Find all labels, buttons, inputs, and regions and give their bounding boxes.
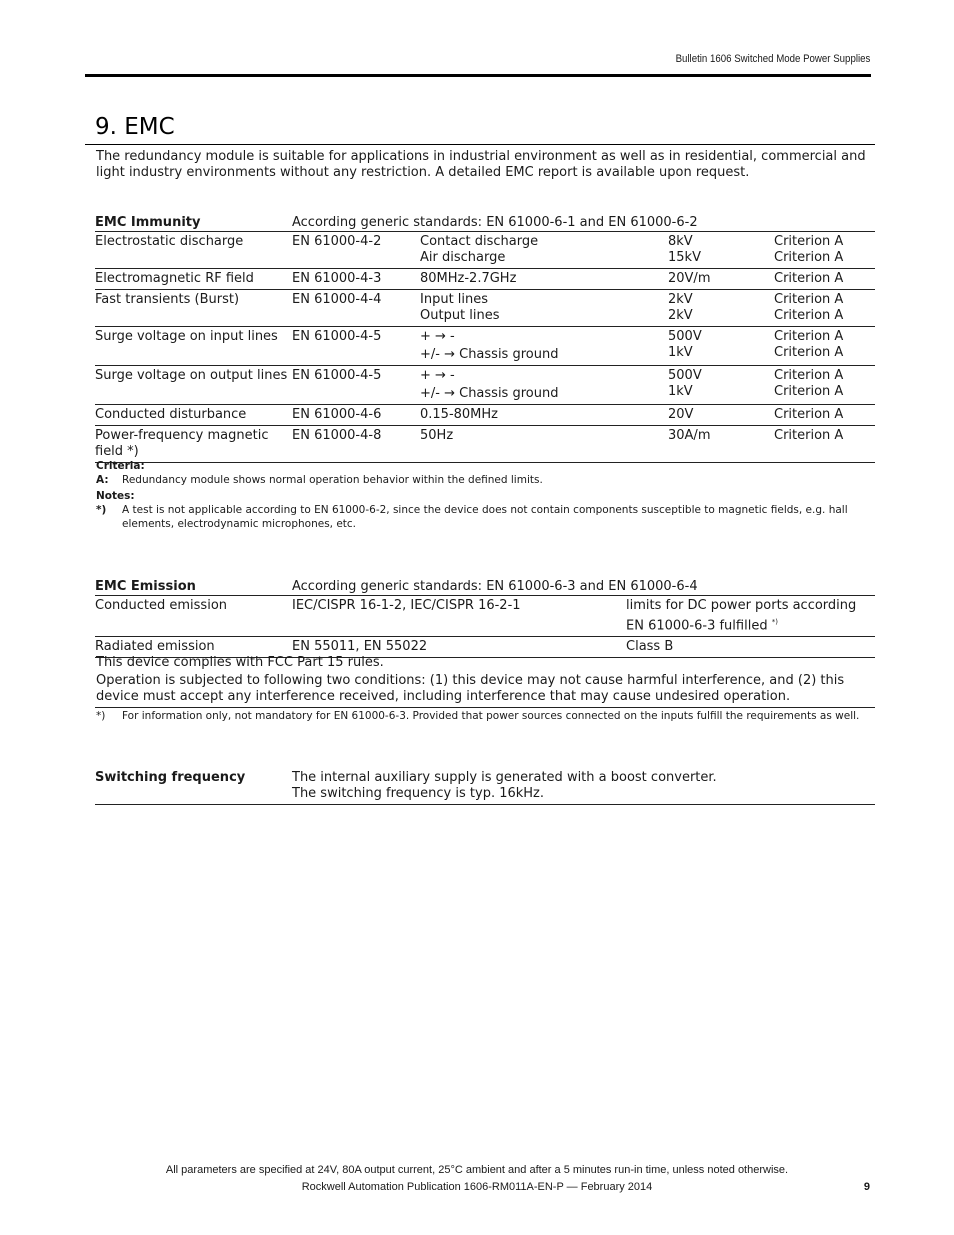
table-row <box>95 426 875 463</box>
row-criterion: Criterion A <box>774 405 875 426</box>
footer-publication: Rockwell Automation Publication 1606-RM011A-EN-P — February 2014 <box>301 1181 653 1193</box>
row-name: Power-frequency magnetic field *) <box>95 426 292 463</box>
row-name: Electrostatic discharge <box>95 232 292 269</box>
table-row <box>95 596 875 637</box>
header-rule <box>85 74 871 77</box>
switching-text: The internal auxiliary supply is generated with a boost converter. The switching frequency is typ. 16kHz. <box>292 770 875 805</box>
intro-paragraph: The redundancy module is suitable for applications in industrial environment as well as in residential, commercial and light industry environments without any restriction. A detailed EMC report is available upon request. <box>96 149 866 180</box>
immunity-title: EMC Immunity <box>95 215 201 230</box>
emission-standards: According generic standards: EN 61000-6-3 and EN 61000-6-4 <box>292 579 698 594</box>
operation-text: Operation is subjected to following two conditions: (1) this device may not cause harmful interference, and (2) this device must accept any interference received, including interference that may cause undesired operation. <box>96 673 845 704</box>
row-criterion: Criterion A Criterion A <box>774 232 875 269</box>
row-name: Radiated emission <box>95 637 292 658</box>
row-criterion: Criterion A <box>774 426 875 463</box>
row-level: 8kV 15kV <box>668 232 774 269</box>
page-number: 9 <box>863 1181 870 1193</box>
note-item: *) A test is not applicable according to EN 61000-6-2, since the device does not contain components susceptible to magnetic fields, e.g. hall elements, electrodynamic microphones, etc. <box>96 504 848 530</box>
row-condition: + → - +/- → Chassis ground <box>420 366 668 405</box>
row-criterion: Criterion A Criterion A <box>774 327 875 366</box>
row-criterion: Criterion A Criterion A <box>774 366 875 405</box>
row-level: 20V <box>668 405 774 426</box>
emc-emission-table <box>95 579 875 658</box>
section-title: 9. EMC <box>95 114 175 140</box>
row-condition: + → - +/- → Chassis ground <box>420 327 668 366</box>
row-name: Surge voltage on input lines <box>95 327 292 366</box>
row-criterion: Criterion A Criterion A <box>774 290 875 327</box>
emission-note: *) For information only, not mandatory for EN 61000-6-3. Provided that power sources connected on the inputs fulfill the requirements as well. <box>96 710 860 722</box>
table-row <box>95 290 875 327</box>
row-condition: 50Hz <box>420 426 668 463</box>
criteria-item: A: Redundancy module shows normal operation behavior within the defined limits. <box>96 474 543 486</box>
switching-frequency-table <box>95 770 875 805</box>
row-level: 500V 1kV <box>668 327 774 366</box>
immunity-standards: According generic standards: EN 61000-6-1 and EN 61000-6-2 <box>292 215 698 230</box>
table-row <box>95 327 875 366</box>
row-condition: 0.15-80MHz <box>420 405 668 426</box>
row-limit: Class B <box>626 637 875 658</box>
row-condition: 80MHz-2.7GHz <box>420 269 668 290</box>
row-condition: Input lines Output lines <box>420 290 668 327</box>
row-standard: EN 61000-4-5 <box>292 366 420 405</box>
emission-rule <box>95 707 875 708</box>
row-limit: limits for DC power ports according EN 61000-6-3 fulfilled *) <box>626 596 875 637</box>
row-standard: EN 61000-4-2 <box>292 232 420 269</box>
row-criterion: Criterion A <box>774 269 875 290</box>
fcc-line: This device complies with FCC Part 15 rules. <box>96 655 384 670</box>
immunity-notes <box>96 459 876 531</box>
row-level: 20V/m <box>668 269 774 290</box>
row-standard: IEC/CISPR 16-1-2, IEC/CISPR 16-2-1 <box>292 596 626 637</box>
table-row <box>95 405 875 426</box>
table-row <box>95 232 875 269</box>
row-name: Conducted emission <box>95 596 292 637</box>
footer-note: All parameters are specified at 24V, 80A output current, 25°C ambient and after a 5 minutes run-in time, unless noted otherwise. <box>165 1164 789 1176</box>
row-level: 500V 1kV <box>668 366 774 405</box>
row-condition: Contact discharge Air discharge <box>420 232 668 269</box>
switching-title: Switching frequency <box>95 770 292 805</box>
row-standard: EN 61000-4-3 <box>292 269 420 290</box>
table-row <box>95 366 875 405</box>
row-standard: EN 61000-4-5 <box>292 327 420 366</box>
table-row <box>95 269 875 290</box>
row-name: Surge voltage on output lines <box>95 366 292 405</box>
row-name: Conducted disturbance <box>95 405 292 426</box>
row-name: Fast transients (Burst) <box>95 290 292 327</box>
emission-title: EMC Emission <box>95 579 196 594</box>
row-standard: EN 61000-4-6 <box>292 405 420 426</box>
title-rule <box>85 144 875 145</box>
row-level: 30A/m <box>668 426 774 463</box>
emc-immunity-table <box>95 215 875 463</box>
notes-label: Notes: <box>96 490 135 502</box>
row-standard: EN 61000-4-8 <box>292 426 420 463</box>
row-name: Electromagnetic RF field <box>95 269 292 290</box>
criteria-label: Criteria: <box>96 460 145 472</box>
row-standard: EN 61000-4-4 <box>292 290 420 327</box>
row-level: 2kV 2kV <box>668 290 774 327</box>
row-standard: EN 55011, EN 55022 <box>292 637 626 658</box>
running-header: Bulletin 1606 Switched Mode Power Supplies <box>675 53 870 65</box>
